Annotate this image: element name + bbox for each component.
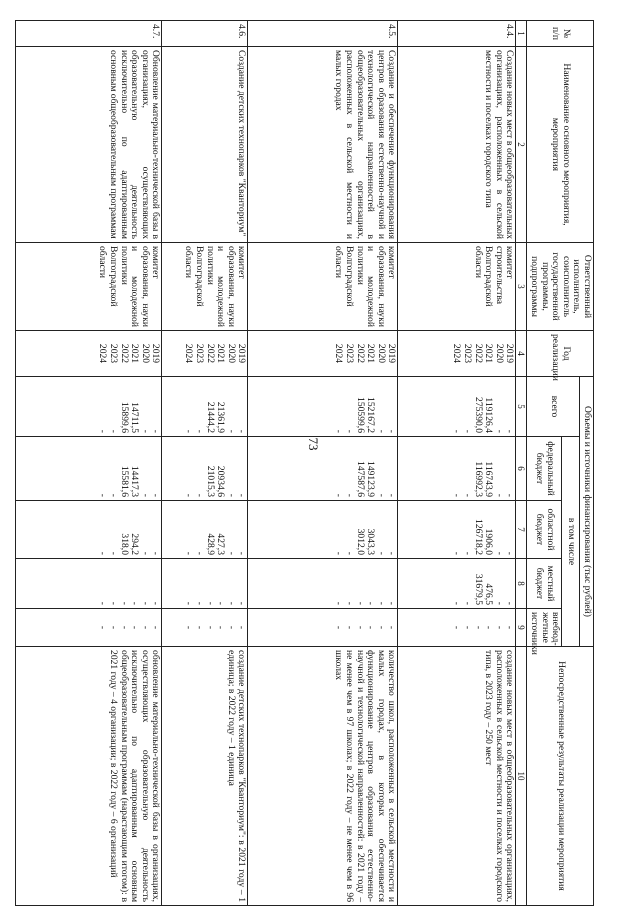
offbudget-value: - [215,625,227,630]
total-value: - [375,429,387,433]
offbudget-value: - [225,625,237,630]
total-value: - [97,429,109,433]
federal-value: - [462,493,474,497]
regional [248,501,398,559]
offbudget-value: - [451,625,463,630]
local-value: - [118,601,130,605]
local-value: - [108,601,120,605]
local-value: - [344,601,356,605]
offbudget-value: - [139,625,151,630]
offbudget-value: - [472,625,484,630]
year-value: 2021 [365,343,377,364]
federal [398,437,516,501]
rotated-table-sheet [24,20,594,905]
header-num: № п/п [527,21,594,47]
header-local: местный бюджет [527,559,562,609]
total-value: - [108,429,120,433]
executor: комитет образования, науки и молодежной политики Волгоградской области [16,243,162,331]
total [162,377,248,437]
local-value: - [225,601,237,605]
total-value: - [493,429,505,433]
regional-value: 294,2 [129,533,141,555]
header-name: Наименование основного мероприятия, мероприятия [527,47,594,243]
regional-value: - [344,551,356,555]
local-value: 476,5 [483,583,495,605]
col-index: 3 [516,243,527,331]
regional-value: - [493,551,505,555]
regional [16,501,162,559]
federal-value: - [139,493,151,497]
total-value: - [183,429,195,433]
total-value: 15899,6 [118,401,130,433]
year-value: 2020 [225,343,237,364]
total-value: 21361,9 [215,401,227,433]
year-value: 2021 [483,343,495,364]
offbudget [248,609,398,647]
local-value: - [150,601,162,605]
year-value: 2024 [333,343,345,364]
year [398,331,516,377]
federal-value: - [386,493,398,497]
federal [248,437,398,501]
table-row [398,21,516,906]
federal-value: - [493,493,505,497]
regional-value: 3012,0 [354,528,366,555]
federal [16,437,162,501]
local-value: - [204,601,216,605]
executor: комитет образования, науки и молодежной политики Волгоградской области [162,243,248,331]
federal-value: - [344,493,356,497]
total-value: - [150,429,162,433]
federal-value: 116992,3 [472,461,484,497]
total-value: - [504,429,516,433]
year-value: 2019 [150,343,162,364]
total-value: - [451,429,463,433]
year-value: 2023 [108,343,120,364]
offbudget-value: - [344,625,356,630]
total [248,377,398,437]
regional-value: - [333,551,345,555]
offbudget-value: - [333,625,345,630]
total-value: - [386,429,398,433]
local-value: - [462,601,474,605]
header-incl: в том числе [562,437,580,647]
regional-value: - [375,551,387,555]
col-index: 1 [516,21,527,47]
year-value: 2022 [354,343,366,364]
col-index: 2 [516,47,527,243]
local-value: - [333,601,345,605]
col-index: 9 [516,609,527,647]
local [162,559,248,609]
local [248,559,398,609]
federal-value: 15581,6 [118,465,130,497]
col-index: 5 [516,377,527,437]
regional-value: 3043,3 [365,528,377,555]
total-value: 150599,6 [354,397,366,433]
federal-value: 20934,6 [215,465,227,497]
col-index: 8 [516,559,527,609]
year-value: 2019 [504,343,516,364]
year-value: 2024 [97,343,109,364]
total [398,377,516,437]
regional [162,501,248,559]
executor: комитет строительства Волгоградской области [398,243,516,331]
year-value: 2022 [118,343,130,364]
funding-table [15,20,594,906]
federal-value: - [194,493,206,497]
header-federal: федеральный бюджет [527,437,562,501]
offbudget-value: - [493,625,505,630]
regional-value: - [462,551,474,555]
offbudget-value: - [462,625,474,630]
result-text: количество школ, расположенных в сельской местности и малых городах, в которых обеспечивается функционирование центров образования естественно-научной и технологической направленностей: в 2021 году – не менее чем в 97 школах; в 2022 году – не менее чем в 96 школах [248,647,398,906]
year-value: 2024 [451,343,463,364]
total-value: - [333,429,345,433]
local-value: - [375,601,387,605]
table-row [162,21,248,906]
offbudget-value: - [354,625,366,630]
regional-value: - [225,551,237,555]
table-row [248,21,398,906]
regional-value: - [386,551,398,555]
offbudget-value: - [118,625,130,630]
offbudget-value: - [150,625,162,630]
regional-value: 427,3 [215,533,227,555]
table-body [16,21,516,906]
regional-value: - [108,551,120,555]
regional-value: - [150,551,162,555]
local-value: - [194,601,206,605]
offbudget [398,609,516,647]
federal-value: - [236,493,248,497]
measure-name: Создание детских технопарков "Кванториум" [162,47,248,243]
offbudget-value: - [194,625,206,630]
header-regional: областной бюджет [527,501,562,559]
header-executor: Ответственный исполнитель, соисполнитель государственной программы, подпрограммы [527,243,594,331]
executor: комитет образования, науки и молодежной политики Волгоградской области [248,243,398,331]
federal-value: 149123,9 [365,461,377,497]
col-index: 7 [516,501,527,559]
total-value: - [344,429,356,433]
year [16,331,162,377]
regional-value: - [97,551,109,555]
measure-name: Создание и обеспечение функционирования центров образования естественно-научной и технологической направленностей в общеобразовательных организациях, расположенных в сельской местности и малых городах [248,47,398,243]
row-num: 4.5. [248,21,398,47]
local-value: - [139,601,151,605]
col-index: 4 [516,331,527,377]
total-value: - [462,429,474,433]
regional-value: - [183,551,195,555]
offbudget-value: - [129,625,141,630]
year-value: 2021 [129,343,141,364]
local-value: - [354,601,366,605]
local-value: - [386,601,398,605]
local-value: - [183,601,195,605]
header-total: всего [527,377,580,437]
year-value: 2020 [375,343,387,364]
total-value: 14711,5 [129,402,141,433]
offbudget-value: - [483,625,495,630]
total [16,377,162,437]
regional-value: 126718,2 [472,519,484,555]
federal-value: 21015,3 [204,465,216,497]
local-value: - [236,601,248,605]
federal-value: - [97,493,109,497]
local-value: - [215,601,227,605]
year-value: 2024 [183,343,195,364]
regional-value: - [194,551,206,555]
year-value: 2023 [344,343,356,364]
offbudget [162,609,248,647]
year [248,331,398,377]
total-value: 275390,0 [472,397,484,433]
local-value: - [504,601,516,605]
regional-value: 318,0 [118,533,130,555]
regional-value: - [504,551,516,555]
result-text: создание детских технопарков "Кванториум": в 2021 году – 1 единица; в 2022 году – 1 единица [162,647,248,906]
federal-value: - [150,493,162,497]
federal-value: - [225,493,237,497]
offbudget-value: - [504,625,516,630]
regional-value: 428,9 [204,533,216,555]
federal-value: - [504,493,516,497]
federal-value: - [183,493,195,497]
offbudget [16,609,162,647]
year-value: 2020 [493,343,505,364]
result-text: создание новых мест в общеобразовательных организациях, расположенных в сельской местности и поселках городского типа, в 2023 году – 250 мест [398,647,516,906]
year-value: 2023 [194,343,206,364]
year-value: 2022 [472,343,484,364]
column-index-row [516,21,527,906]
year-value: 2021 [215,343,227,364]
total-value: 21444,2 [204,401,216,433]
row-num: 4.4. [398,21,516,47]
offbudget-value: - [204,625,216,630]
result-text: обновление материально-технической базы в организациях, осуществляющих образовательную деятельность исключительно по адаптированным основным общеобразовательным программам (нарастающим итогом): в 2021 году – 4 организации; в 2022 году – 6 организаций [16,647,162,906]
offbudget-value: - [108,625,120,630]
table-row [16,21,162,906]
regional-value: - [139,551,151,555]
offbudget-value: - [236,625,248,630]
federal-value: - [451,493,463,497]
total-value: - [236,429,248,433]
offbudget-value: - [97,625,109,630]
col-index: 10 [516,647,527,906]
header-funding: Объемы и источники финансирования (тыс рублей) [580,377,594,647]
federal [162,437,248,501]
federal-value: - [333,493,345,497]
header-year: Год реализации [527,331,594,377]
measure-name: Обновление материально-технической базы в организациях, осуществляющих образовательную деятельность исключительно по адаптированным основным общеобразовательным программам [16,47,162,243]
year-value: 2023 [462,343,474,364]
federal-value: 116743,9 [483,461,495,497]
page-number: 73 [306,437,321,451]
regional-value: - [236,551,248,555]
local [398,559,516,609]
local-value: - [451,601,463,605]
year-value: 2019 [236,343,248,364]
federal-value: 147587,6 [354,461,366,497]
offbudget-value: - [375,625,387,630]
regional-value: - [451,551,463,555]
total-value: - [139,429,151,433]
col-index: 6 [516,437,527,501]
offbudget-value: - [386,625,398,630]
year-value: 2019 [386,343,398,364]
header-offbudget: внебюд- жетные источники [527,609,562,647]
total-value: 119126,4 [483,397,495,433]
year [162,331,248,377]
local-value: - [365,601,377,605]
year-value: 2022 [204,343,216,364]
row-num: 4.6. [162,21,248,47]
offbudget-value: - [365,625,377,630]
total-value: - [194,429,206,433]
measure-name: Создание новых мест в общеобразовательных организациях, расположенных в сельской местности и поселках городского типа [398,47,516,243]
local-value: - [493,601,505,605]
year-value: 2020 [139,343,151,364]
regional-value: 1906,0 [483,528,495,555]
local-value: - [129,601,141,605]
local [16,559,162,609]
row-num: 4.7. [16,21,162,47]
federal-value: - [108,493,120,497]
header-results: Непосредственные результаты реализации мероприятия [527,647,594,906]
local-value: 31679,5 [472,573,484,605]
federal-value: 14417,3 [129,465,141,497]
regional [398,501,516,559]
total-value: - [225,429,237,433]
federal-value: - [375,493,387,497]
total-value: 152167,2 [365,397,377,433]
local-value: - [97,601,109,605]
offbudget-value: - [183,625,195,630]
